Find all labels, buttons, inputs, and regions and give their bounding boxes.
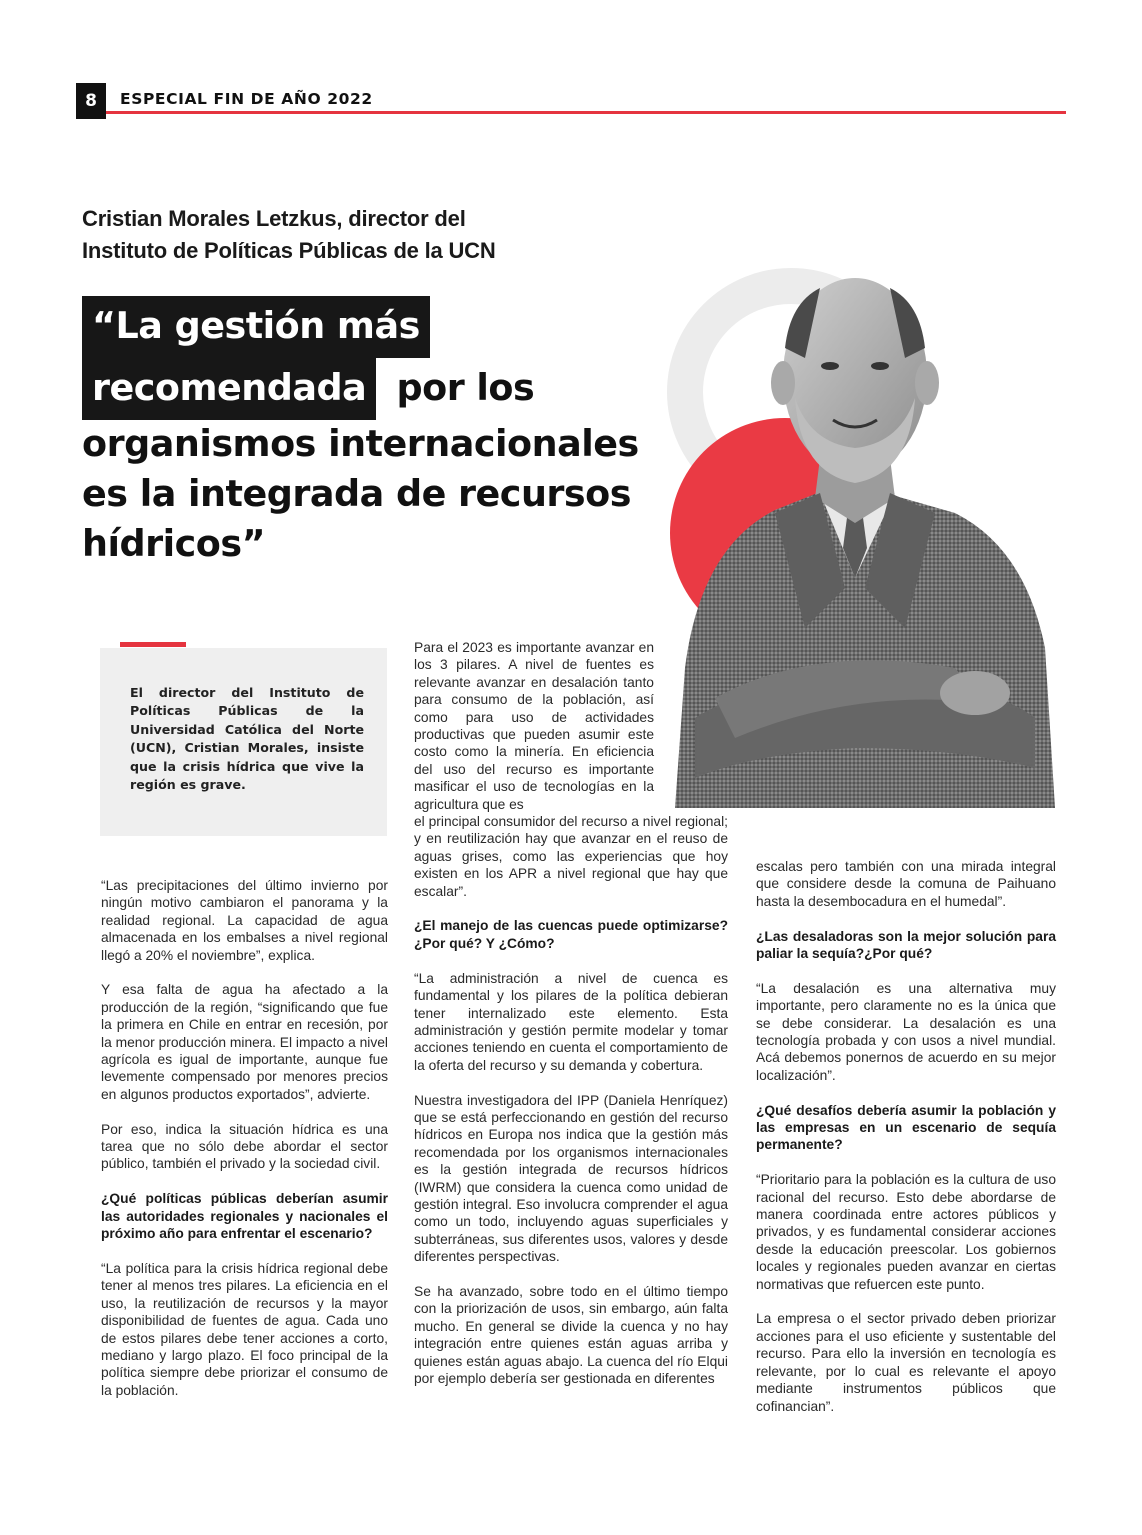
headline-line-3: organismos internacionales [82, 422, 639, 465]
question: ¿El manejo de las cuencas puede optimizarse? ¿Por qué? Y ¿Cómo? [414, 918, 728, 951]
question: ¿Qué desafíos debería asumir la población y las empresas en un escenario de sequía permanente? [756, 1102, 1056, 1153]
paragraph: el principal consumidor del recurso a nivel regional; y en reutilización hay que avanzar en el reuso de aguas grises, como las experiencias que hoy existen en los APR a nivel regional que hay que escalar”. [414, 814, 728, 899]
column-2 [414, 639, 728, 1405]
paragraph: Nuestra investigadora del IPP (Daniela Henríquez) que se está perfeccionando en gestión del recurso hídricos en Europa nos indica que la gestión más recomendada por los organismos internacionales es la gestión integrada de recursos hídricos (IWRM) que considera la cuenca como unidad de gestión integral. Eso involucra comprender el agua como un todo, incluyendo aguas superficiales y subterráneas, sus diferentes usos, valores y desde diferentes perspectivas. [414, 1092, 728, 1265]
paragraph: “La política para la crisis hídrica regional debe tener al menos tres pilares. La eficiencia en el uso, la reutilización de recursos y la mayor disponibilidad de fuentes de agua. Cada uno de estos pilares debe tener acciones a corto, mediano y largo plazo. El foco principal de la política siempre debe priorizar el consumo de la población. [101, 1260, 388, 1398]
paragraph: “La desalación es una alternativa muy importante, pero claramente no es la única que se debe considerar. La desalación es una tecnología probada y con usos a nivel mundial. Acá debemos ponernos de acuerdo en su mejor localización”. [756, 980, 1056, 1083]
paragraph: escalas pero también con una mirada integral que considere desde la comuna de Paihuano hasta la desembocadura en el humedal”. [756, 859, 1056, 909]
column-1 [101, 877, 388, 1417]
headline-line-5: hídricos” [82, 522, 266, 565]
paragraph: La empresa o el sector privado deben priorizar acciones para el uso eficiente y sustentable del recurso. Para ello la inversión en tecnología es relevante, por lo cual es relevante el apoyo mediante instrumentos públicos que cofinancian”. [756, 1311, 1056, 1414]
subhead [82, 203, 602, 267]
lead-text: El director del Instituto de Políticas Públicas de la Universidad Católica del Norte (UCN), Cristian Morales, insiste que la crisis hídrica que vive la región es grave. [130, 685, 364, 793]
headline-line-4: es la integrada de recursos [82, 472, 631, 515]
question: ¿Qué políticas públicas deberían asumir las autoridades regionales y nacionales el próximo año para enfrentar el escenario? [101, 1191, 388, 1242]
headline-line-1: “La gestión más [82, 296, 430, 358]
paragraph: “Las precipitaciones del último invierno por ningún motivo cambiaron el panorama y la realidad regional. La capacidad de agua almacenada en los embalses a nivel regional llegó a 20% el noviembre”, explica. [101, 878, 388, 963]
paragraph: Para el 2023 es importante avanzar en los 3 pilares. A nivel de fuentes es relevante avanzar en desalación tanto para consumo de la población, así como para uso de actividades productivas que pueden asumir este costo como la minería. En eficiencia del uso del recurso es importante masificar el uso de tecnologías en la agricultura que es [414, 640, 654, 812]
subhead-line-2: Instituto de Políticas Públicas de la UCN [82, 238, 496, 263]
headline-line-2-highlight: recomendada [82, 358, 376, 420]
page-number: 8 [76, 83, 106, 119]
paragraph: “Prioritario para la población es la cultura de uso racional del recurso. Esto debe abordarse de manera coordinada entre actores públicos y privados, y es fundamental considerar acciones desde la educación preescolar. Los gobiernos locales y regionales pueden avanzar en ciertas normativas que refuercen este punto. [756, 1172, 1056, 1292]
headline-line-2-rest: por los [396, 366, 535, 409]
question: ¿Las desaladoras son la mejor solución para paliar la sequía?¿Por qué? [756, 928, 1056, 962]
header-rule [106, 111, 1066, 114]
paragraph: “La administración a nivel de cuenca es fundamental y los pilares de la política debieran tener internalizado este elemento. Esta administración y gestión permite modelar y tomar acciones teniendo en cuenta el comportamiento de la oferta del recurso y su demanda y cobertura. [414, 970, 728, 1073]
lead-accent-bar [120, 642, 186, 647]
subhead-line-1: Cristian Morales Letzkus, director del [82, 206, 466, 231]
section-title: ESPECIAL FIN DE AÑO 2022 [120, 90, 373, 108]
paragraph: Por eso, indica la situación hídrica es una tarea que no sólo debe abordar el sector público, también el privado y la sociedad civil. [101, 1121, 388, 1172]
paragraph: Se ha avanzado, sobre todo en el último tiempo con la priorización de usos, sin embargo, aún falta mucho. En general se divide la cuenca y no hay integración entre quienes están aguas arriba y quienes están aguas abajo. La cuenca del río Elqui por ejemplo debería ser gestionada en diferentes [414, 1283, 728, 1386]
paragraph: Y esa falta de agua ha afectado a la producción de la región, “significando que fue la primera en Chile en entrar en recesión, por la menor producción minera. El impacto a nivel agrícola es igual de importante, aunque fue levemente compensado por menores precios en algunos productos exportados”, advierte. [101, 982, 388, 1102]
column-3 [756, 858, 1056, 1432]
